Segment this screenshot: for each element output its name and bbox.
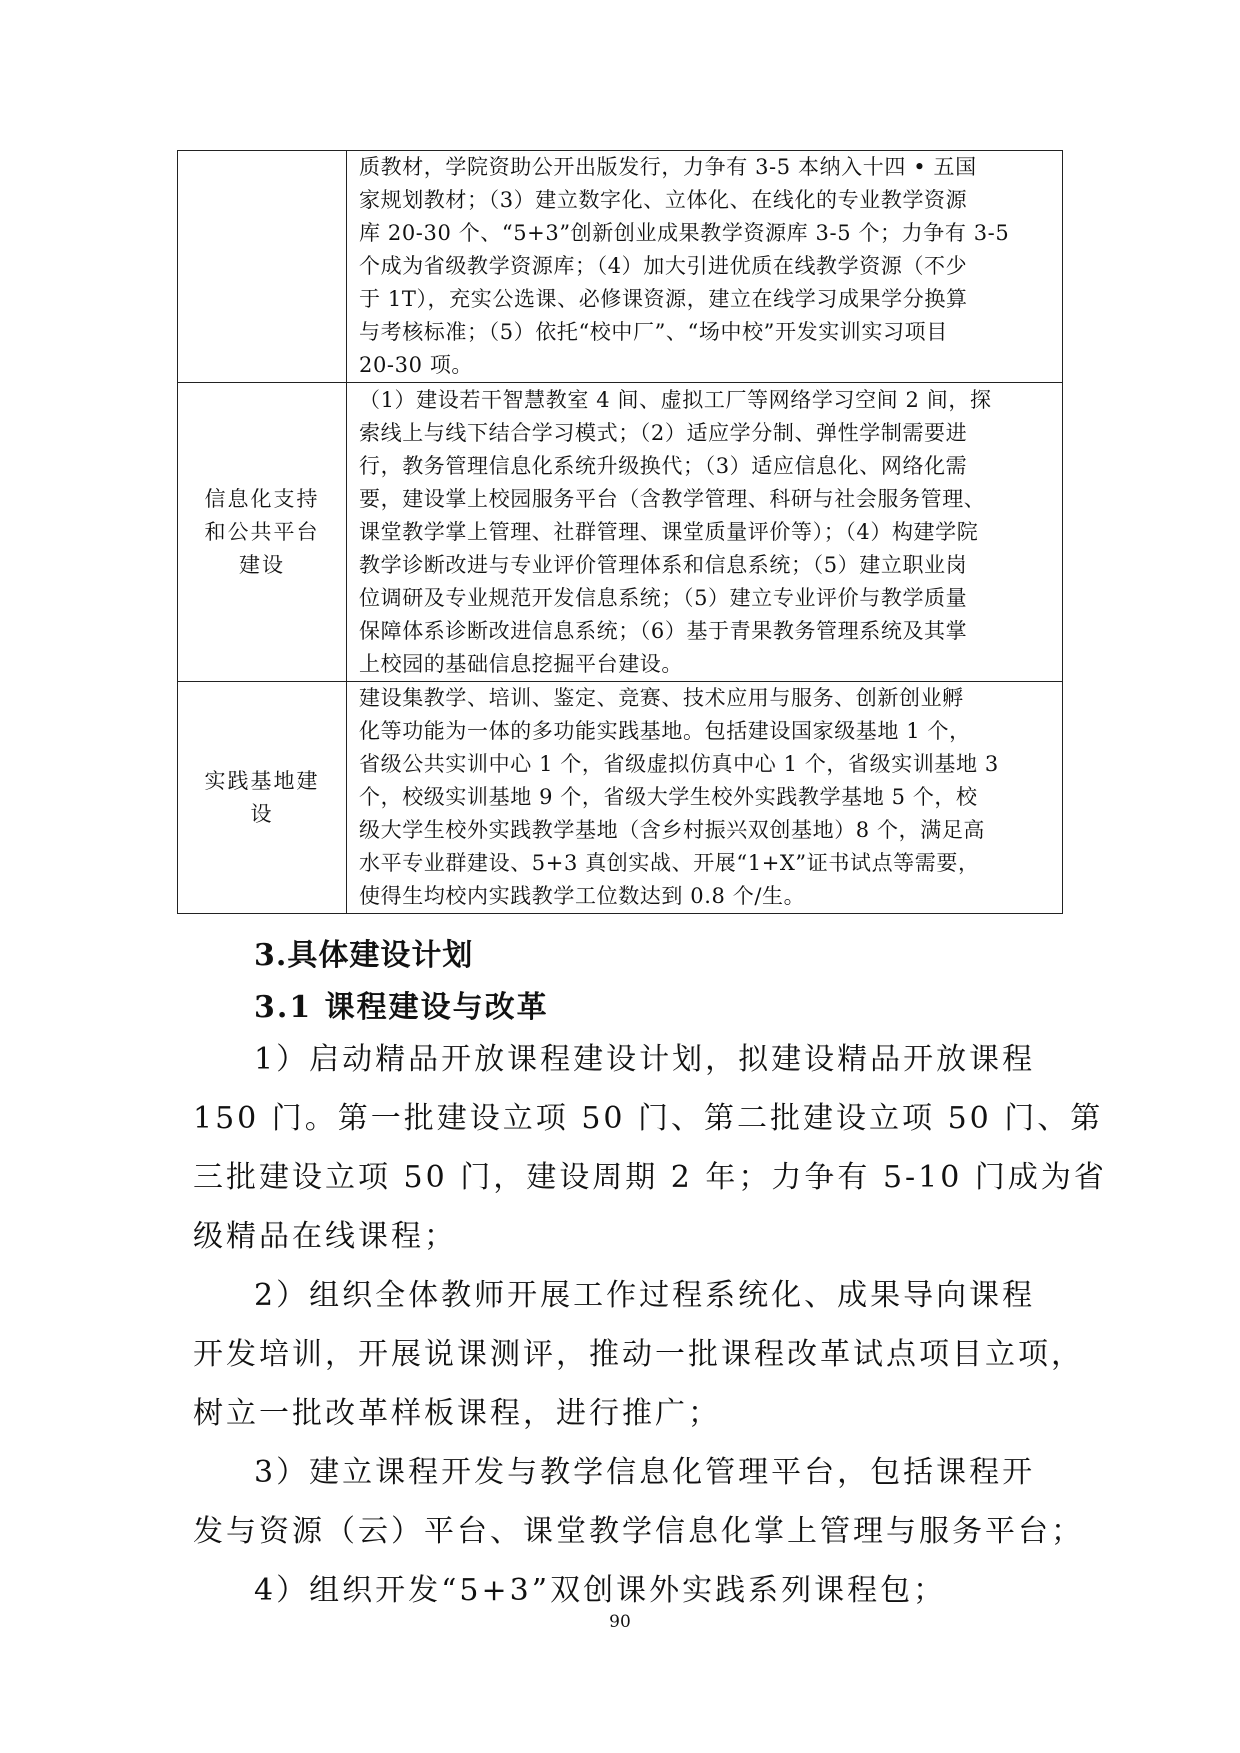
content-line: 上校园的基础信息挖掘平台建设。 xyxy=(359,651,683,676)
paragraph-line: 开发培训，开展说课测评，推动一批课程改革试点项目立项， xyxy=(193,1337,1084,1372)
paragraph-line: 级精品在线课程； xyxy=(193,1219,457,1254)
content-line: 水平专业群建设、5+3 真创实战、开展“1+X”证书试点等需要， xyxy=(359,851,980,875)
row-label xyxy=(178,151,347,383)
section-heading: 3.具体建设计划 xyxy=(254,938,474,973)
row-label-line: 设 xyxy=(250,801,274,826)
content-line: 个成为省级教学资源库；（4）加大引进优质在线教学资源（不少 xyxy=(359,254,968,278)
paragraph-line: 发与资源（云）平台、课堂教学信息化掌上管理与服务平台； xyxy=(193,1514,1084,1549)
content-line: 使得生均校内实践教学工位数达到 0.8 个/生。 xyxy=(359,884,806,908)
content-line: 级大学生校外实践教学基地（含乡村振兴双创基地）8 个，满足高 xyxy=(359,818,986,842)
content-line: 化等功能为一体的多功能实践基地。包括建设国家级基地 1 个， xyxy=(359,719,971,743)
paragraph-line: 4）组织开发“5+3”双创课外实践系列课程包； xyxy=(254,1573,947,1608)
paragraph xyxy=(193,1030,1107,1266)
table-row xyxy=(178,682,1063,914)
row-content xyxy=(347,383,1063,682)
content-line: 教学诊断改进与专业评价管理体系和信息系统；（5）建立职业岗 xyxy=(359,552,968,577)
paragraph-line: 3）建立课程开发与教学信息化管理平台，包括课程开 xyxy=(254,1455,1036,1490)
row-content xyxy=(347,682,1063,914)
content-line: 行，教务管理信息化系统升级换代；（3）适应信息化、网络化需 xyxy=(359,453,968,478)
content-line: 省级公共实训中心 1 个，省级虚拟仿真中心 1 个，省级实训基地 3 xyxy=(359,752,999,776)
table-row xyxy=(178,383,1063,682)
content-line: 与考核标准；（5）依托“校中厂”、“场中校”开发实训实习项目 xyxy=(359,320,948,344)
content-line: 要，建设掌上校园服务平台（含教学管理、科研与社会服务管理、 xyxy=(359,486,986,511)
row-label-line: 和公共平台 xyxy=(204,519,320,544)
content-line: 库 20-30 个、“5+3”创新创业成果教学资源库 3-5 个；力争有 3-5 xyxy=(359,221,1010,245)
row-label xyxy=(178,682,347,914)
page-number: 90 xyxy=(609,1612,631,1632)
body-text xyxy=(193,1030,1107,1620)
row-label xyxy=(178,383,347,682)
content-line: 20-30 项。 xyxy=(359,353,474,377)
content-line: （1）建设若干智慧教室 4 间、虚拟工厂等网络学习空间 2 间，探 xyxy=(359,387,992,412)
paragraph-line: 2）组织全体教师开展工作过程系统化、成果导向课程 xyxy=(254,1278,1036,1313)
content-line: 于 1T），充实公选课、必修课资源，建立在线学习成果学分换算 xyxy=(359,287,968,311)
content-line: 保障体系诊断改进信息系统；（6）基于青果教务管理系统及其掌 xyxy=(359,618,968,643)
content-line: 个，校级实训基地 9 个，省级大学生校外实践教学基地 5 个，校 xyxy=(359,785,978,809)
plan-table xyxy=(177,150,1063,914)
row-content xyxy=(347,151,1063,383)
content-line: 家规划教材；（3）建立数字化、立体化、在线化的专业教学资源 xyxy=(359,188,968,212)
paragraph-line: 1）启动精品开放课程建设计划，拟建设精品开放课程 xyxy=(254,1042,1036,1077)
content-line: 建设集教学、培训、鉴定、竞赛、技术应用与服务、创新创业孵 xyxy=(359,686,964,710)
paragraph xyxy=(193,1443,1084,1561)
table-row xyxy=(178,151,1063,383)
row-label-line: 实践基地建 xyxy=(204,768,320,793)
paragraph-line: 三批建设立项 50 门，建设周期 2 年；力争有 5-10 门成为省 xyxy=(193,1160,1107,1195)
content-line: 课堂教学掌上管理、社群管理、课堂质量评价等）；（4）构建学院 xyxy=(359,519,979,544)
row-label-line: 信息化支持 xyxy=(204,486,320,511)
paragraph-line: 150 门。第一批建设立项 50 门、第二批建设立项 50 门、第 xyxy=(193,1101,1104,1136)
subsection-heading: 3.1 课程建设与改革 xyxy=(254,990,549,1025)
content-line: 索线上与线下结合学习模式；（2）适应学分制、弹性学制需要进 xyxy=(359,420,968,445)
paragraph xyxy=(193,1266,1084,1443)
paragraph-line: 树立一批改革样板课程，进行推广； xyxy=(193,1396,721,1431)
content-line: 质教材，学院资助公开出版发行，力争有 3-5 本纳入十四 • 五国 xyxy=(359,155,977,179)
row-label-line: 建设 xyxy=(239,552,285,577)
content-line: 位调研及专业规范开发信息系统；（5）建立专业评价与教学质量 xyxy=(359,585,968,610)
